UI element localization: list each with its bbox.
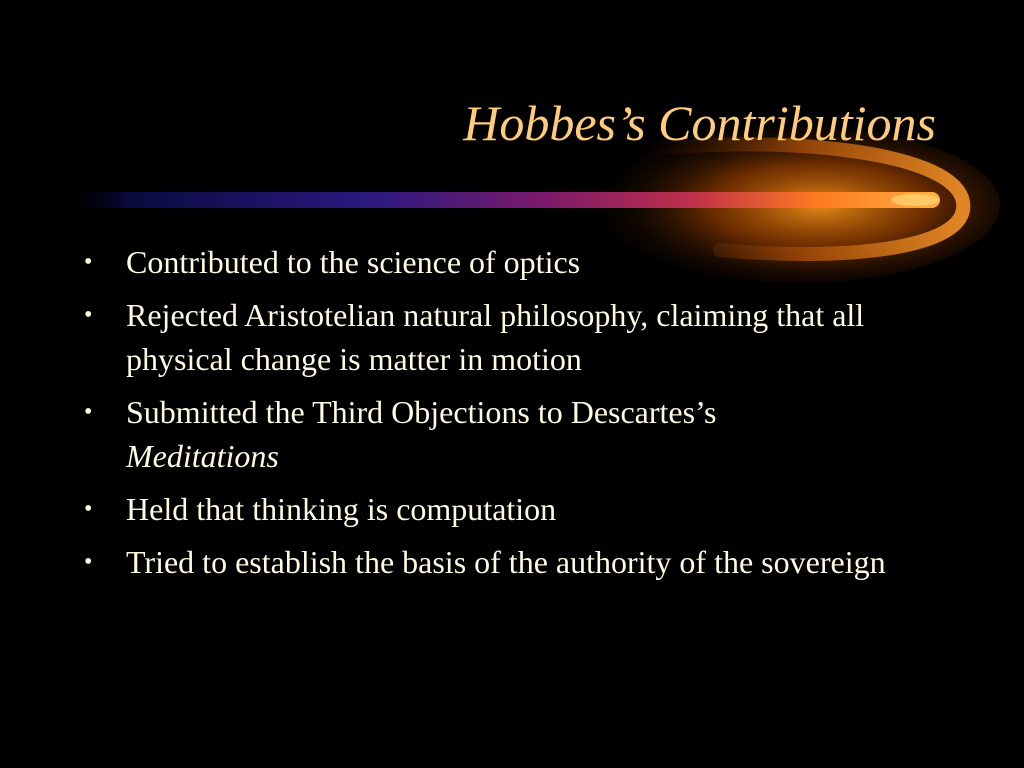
bullet-marker: •: [84, 496, 93, 522]
bullet-text: Held that thinking is computation: [126, 491, 557, 527]
bullet-item: [84, 487, 944, 531]
bullet-marker: •: [84, 549, 93, 575]
bullet-text: Rejected Aristotelian natural philosophy, claiming that all physical change is matter in motion: [126, 297, 865, 377]
bullet-item: [84, 293, 944, 381]
gradient-bar: [60, 192, 940, 208]
bullet-italic-text: Meditations: [126, 438, 279, 474]
bullet-item: [84, 240, 944, 284]
bullet-text: Submitted the Third Objections to Descartes’s: [126, 394, 717, 430]
bullet-marker: •: [84, 399, 93, 425]
slide-title: Hobbes’s Contributions: [463, 95, 936, 151]
bullet-list: [84, 240, 944, 593]
bullet-text: Tried to establish the basis of the authority of the sovereign: [126, 544, 886, 580]
bullet-item: [84, 390, 944, 478]
bullet-text: Contributed to the science of optics: [126, 244, 581, 280]
bullet-item: [84, 540, 944, 584]
bullet-marker: •: [84, 249, 93, 275]
bar-highlight: [891, 194, 939, 206]
bullet-marker: •: [84, 302, 93, 328]
